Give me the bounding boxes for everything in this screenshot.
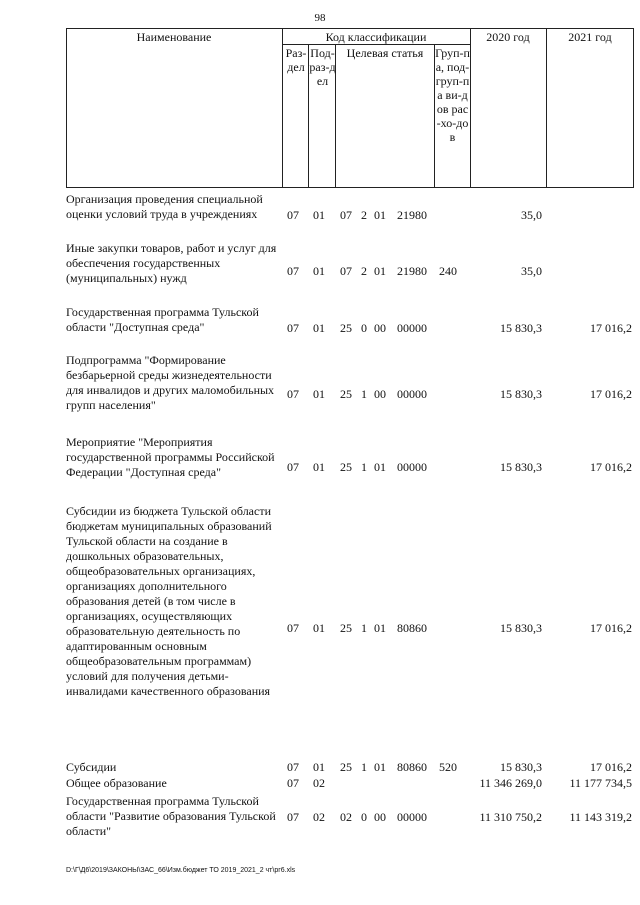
row-2020: 35,0 [521,264,542,278]
row-code-3: 00 [374,321,386,335]
row-code-3: 01 [374,460,386,474]
header-year-2021: 2021 год [568,30,612,44]
row-podrazdel: 01 [313,460,325,474]
row-code-4: 00000 [397,460,427,474]
row-code-1: 25 [340,460,352,474]
row-name: Субсидии из бюджета Тульской области бюджетам муниципальных образований Тульской области на создание в дошкольных образовательных, общеобразовательных организациях, организациях дополнительного образования детей (в том числе в организациях, осуществляющих образовательную деятельность по адаптированным основным общеобразовательным программам) условий для получения детьми-инвалидами качественного образования [66,504,272,698]
row-razdel: 07 [287,460,299,474]
row-razdel: 07 [287,208,299,222]
row-code-4: 21980 [397,208,427,222]
row-code-4: 21980 [397,264,427,278]
row-razdel: 07 [287,264,299,278]
row-code-2: 1 [361,460,367,474]
row-code-3: 00 [374,387,386,401]
file-path-footer: D:\Г\Д6\2019\ЗАКОНЫ\ЗАС_66\Изм.бюджет ТО 2019_2021_2 чт\рг6.xls [66,867,296,874]
page-number: 98 [314,12,326,24]
row-razdel: 07 [287,321,299,335]
header-year-2020: 2020 год [486,30,530,44]
row-code-2: 2 [361,208,367,222]
row-podrazdel: 01 [313,760,325,774]
table-header [66,28,634,188]
row-name: Государственная программа Тульской области "Развитие образования Тульской области" [66,794,276,838]
row-razdel: 07 [287,760,299,774]
row-name: Общее образование [66,776,167,790]
row-code-2: 0 [361,810,367,824]
row-vid: 240 [439,264,457,278]
row-code-4: 00000 [397,321,427,335]
row-razdel: 07 [287,621,299,635]
row-2021: 11 143 319,2 [569,810,632,824]
row-2021: 17 016,2 [590,621,632,635]
header-section: Раз-дел [285,46,307,74]
row-2021: 17 016,2 [590,321,632,335]
row-code-2: 1 [361,387,367,401]
row-razdel: 07 [287,776,299,790]
row-code-1: 25 [340,760,352,774]
row-name: Государственная программа Тульской области "Доступная среда" [66,305,259,334]
row-code-2: 1 [361,760,367,774]
row-name: Подпрограмма "Формирование безбарьерной среды жизнедеятельности для инвалидов и других маломобильных групп населения" [66,353,275,412]
row-2020: 11 346 269,0 [479,776,542,790]
header-name: Наименование [136,30,212,44]
row-2020: 11 310 750,2 [479,810,542,824]
row-code-4: 80860 [397,760,427,774]
row-podrazdel: 01 [313,387,325,401]
row-name: Мероприятие "Мероприятия государственной программы Российской Федерации "Доступная среда" [66,435,275,479]
row-podrazdel: 02 [313,776,325,790]
row-code-4: 00000 [397,810,427,824]
row-2021: 17 016,2 [590,760,632,774]
row-code-1: 02 [340,810,352,824]
header-subsection: Под-раз-дел [309,46,336,88]
row-code-1: 07 [340,208,352,222]
row-code-4: 00000 [397,387,427,401]
row-2020: 15 830,3 [500,760,542,774]
row-2021: 17 016,2 [590,460,632,474]
row-name: Организация проведения специальной оценки условий труда в учреждениях [66,192,263,221]
row-code-1: 25 [340,621,352,635]
header-group: Груп-па, под-груп-па ви-дов рас-хо-дов [435,46,470,144]
row-2020: 35,0 [521,208,542,222]
row-code-3: 01 [374,760,386,774]
row-razdel: 07 [287,387,299,401]
row-code-2: 2 [361,264,367,278]
row-2020: 15 830,3 [500,387,542,401]
row-2020: 15 830,3 [500,460,542,474]
row-code-2: 0 [361,321,367,335]
row-code-1: 25 [340,321,352,335]
row-podrazdel: 02 [313,810,325,824]
row-name: Субсидии [66,760,117,774]
row-code-1: 25 [340,387,352,401]
row-code-2: 1 [361,621,367,635]
row-podrazdel: 01 [313,264,325,278]
row-vid: 520 [439,760,457,774]
row-name: Иные закупки товаров, работ и услуг для обеспечения государственных (муниципальных) нужд [66,241,277,285]
row-code-3: 01 [374,208,386,222]
row-2020: 15 830,3 [500,621,542,635]
row-code-1: 07 [340,264,352,278]
row-razdel: 07 [287,810,299,824]
row-podrazdel: 01 [313,208,325,222]
row-code-3: 01 [374,264,386,278]
row-code-3: 01 [374,621,386,635]
row-podrazdel: 01 [313,621,325,635]
row-2020: 15 830,3 [500,321,542,335]
row-2021: 17 016,2 [590,387,632,401]
row-code-4: 80860 [397,621,427,635]
row-code-3: 00 [374,810,386,824]
row-podrazdel: 01 [313,321,325,335]
row-2021: 11 177 734,5 [569,776,632,790]
header-classification: Код классификации [325,30,427,44]
header-target-article: Целевая статья [346,46,424,60]
